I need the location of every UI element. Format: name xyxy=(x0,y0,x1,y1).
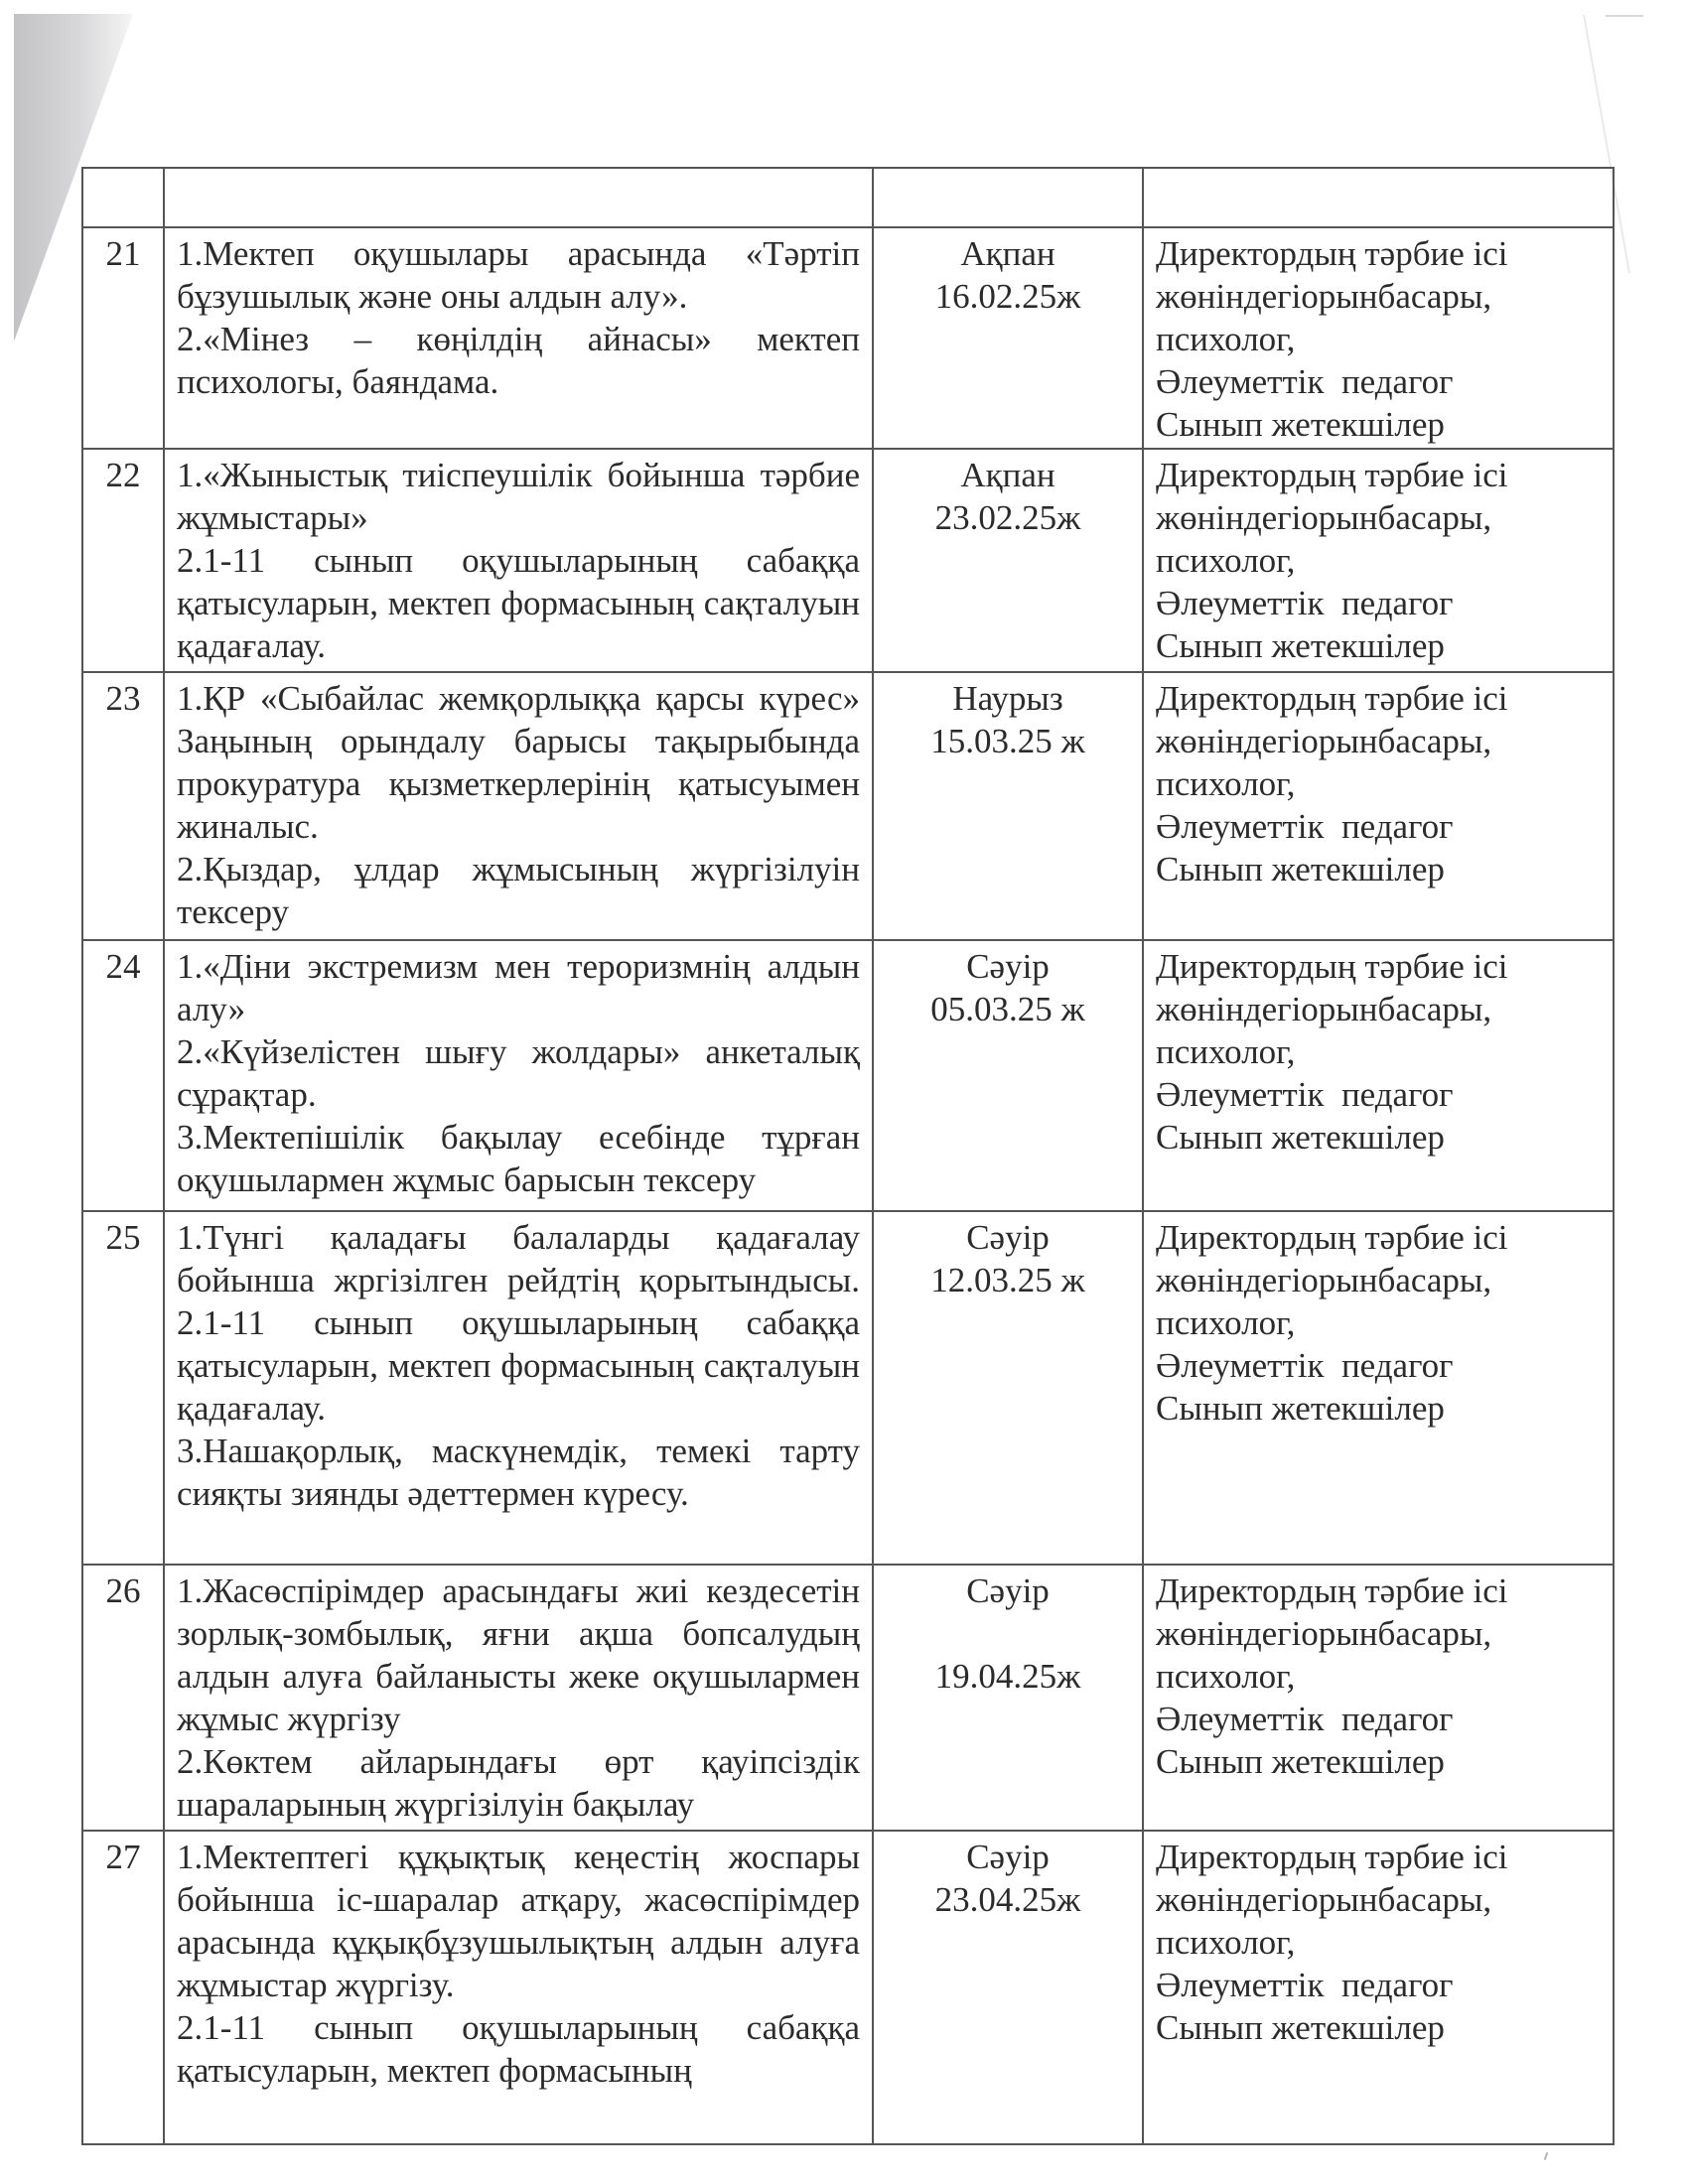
event-item: 1.«Жыныстық тиіспеушілік бойынша тәрбие жұмыстары» xyxy=(177,456,860,537)
month-label: Сәуір xyxy=(966,947,1050,986)
date-cell xyxy=(873,940,1143,1211)
date-label: 19.04.25ж xyxy=(934,1657,1081,1696)
responsible-line: Сынып жетекшілер xyxy=(1156,626,1445,665)
plan-table xyxy=(81,167,1615,2145)
responsible-line: Директордың тәрбие ісі xyxy=(1156,234,1508,273)
responsible-line: психолог, xyxy=(1156,320,1296,358)
responsible-line: Директордың тәрбие ісі xyxy=(1156,1838,1508,1876)
responsible-line: Әлеуметтік педагог xyxy=(1156,1346,1454,1385)
responsible-line: Әлеуметтік педагог xyxy=(1156,1075,1454,1114)
responsible-line: психолог, xyxy=(1156,541,1296,580)
event-item: 2.«Мінез – көңілдің айнасы» мектеп психологы, баяндама. xyxy=(177,320,860,401)
event-cell xyxy=(164,449,873,672)
date-label: 12.03.25 ж xyxy=(930,1261,1085,1299)
responsible-line: жөніндегіорынбасары, xyxy=(1156,722,1492,760)
responsible-cell xyxy=(1143,672,1614,940)
table-row xyxy=(82,449,1614,672)
event-item: 1.Түнгі қаладағы балаларды қадағалау бойынша жргізілген рейдтің қорытындысы. 2.1-11 сынып оқушыларының сабаққа қатысуларын, мектеп формасының сақталуын қадағалау. xyxy=(177,1218,860,1428)
row-number: 23 xyxy=(82,672,164,940)
responsible-line: Директордың тәрбие ісі xyxy=(1156,456,1508,494)
responsible-line: психолог, xyxy=(1156,1303,1296,1342)
event-cell xyxy=(164,1565,873,1831)
table-row xyxy=(82,672,1614,940)
row-number: 21 xyxy=(82,227,164,449)
responsible-line: Директордың тәрбие ісі xyxy=(1156,1571,1508,1610)
responsible-cell xyxy=(1143,449,1614,672)
event-cell xyxy=(164,940,873,1211)
responsible-line: психолог, xyxy=(1156,1032,1296,1071)
responsible-line: Директордың тәрбие ісі xyxy=(1156,1218,1508,1257)
responsible-line: психолог, xyxy=(1156,1657,1296,1696)
row-number: 26 xyxy=(82,1565,164,1831)
month-label: Ақпан xyxy=(960,234,1055,273)
event-item: 2.«Күйзелістен шығу жолдары» анкеталық сұрақтар. xyxy=(177,1032,860,1114)
event-item: 2.1-11 сынып оқушыларының сабаққа қатысуларын, мектеп формасының сақталуын қадағалау. xyxy=(177,541,860,665)
table-row xyxy=(82,1831,1614,2144)
event-cell xyxy=(164,1211,873,1565)
responsible-line: психолог, xyxy=(1156,764,1296,803)
header-cell-responsible xyxy=(1143,168,1614,227)
table-row xyxy=(82,940,1614,1211)
responsible-line: Әлеуметтік педагог xyxy=(1156,362,1454,401)
table-row xyxy=(82,1565,1614,1831)
month-label: Сәуір xyxy=(966,1838,1050,1876)
event-item: 2.Көктем айларындағы өрт қауіпсіздік шараларының жүргізілуін бақылау xyxy=(177,1742,860,1824)
header-cell-date xyxy=(873,168,1143,227)
responsible-line: Әлеуметтік педагог xyxy=(1156,1966,1454,2004)
table-row xyxy=(82,227,1614,449)
event-item: 1.Жасөспірімдер арасындағы жиі кездесетін зорлық-зомбылық, яғни ақша бопсалудың алдын алуға байланысты жеке оқушылармен жұмыс жүргізу xyxy=(177,1571,860,1738)
date-cell xyxy=(873,672,1143,940)
responsible-line: жөніндегіорынбасары, xyxy=(1156,1614,1492,1653)
month-label: Наурыз xyxy=(952,679,1063,718)
month-label: Сәуір xyxy=(966,1571,1050,1610)
responsible-line: Сынып жетекшілер xyxy=(1156,1742,1445,1781)
event-cell xyxy=(164,227,873,449)
responsible-cell xyxy=(1143,1565,1614,1831)
date-cell xyxy=(873,449,1143,672)
date-gap xyxy=(886,1612,1130,1655)
date-label: 23.04.25ж xyxy=(934,1880,1081,1919)
responsible-cell xyxy=(1143,1211,1614,1565)
event-item: 1.Мектеп оқушылары арасында «Тәртіп бұзушылық және оны алдын алу». xyxy=(177,234,860,316)
responsible-line: жөніндегіорынбасары, xyxy=(1156,498,1492,537)
month-label: Ақпан xyxy=(960,456,1055,494)
header-cell-num xyxy=(82,168,164,227)
event-item: 1.Мектептегі құқықтық кеңестің жоспары бойынша іс-шаралар атқару, жасөспірімдер арасында құқықбұзушылықтың алдын алуға жұмыстар жүргізу. xyxy=(177,1838,860,2004)
responsible-cell xyxy=(1143,1831,1614,2144)
responsible-line: Сынып жетекшілер xyxy=(1156,2008,1445,2047)
event-cell xyxy=(164,1831,873,2144)
date-label: 23.02.25ж xyxy=(934,498,1081,537)
responsible-cell xyxy=(1143,940,1614,1211)
responsible-line: Директордың тәрбие ісі xyxy=(1156,947,1508,986)
responsible-line: Сынып жетекшілер xyxy=(1156,405,1445,444)
responsible-line: Әлеуметтік педагог xyxy=(1156,584,1454,622)
event-item: 2.1-11 сынып оқушыларының сабаққа қатысуларын, мектеп формасының xyxy=(177,2008,860,2090)
date-label: 05.03.25 ж xyxy=(930,990,1085,1028)
table-header-row xyxy=(82,168,1614,227)
row-number: 24 xyxy=(82,940,164,1211)
event-item: 2.Қыздар, ұлдар жұмысының жүргізілуін тексеру xyxy=(177,850,860,931)
responsible-line: Сынып жетекшілер xyxy=(1156,1118,1445,1157)
date-label: 16.02.25ж xyxy=(934,277,1081,316)
responsible-line: Директордың тәрбие ісі xyxy=(1156,679,1508,718)
responsible-line: Әлеуметтік педагог xyxy=(1156,807,1454,846)
responsible-line: жөніндегіорынбасары, xyxy=(1156,990,1492,1028)
row-number: 22 xyxy=(82,449,164,672)
scan-speck xyxy=(1544,2152,1549,2160)
table-row xyxy=(82,1211,1614,1565)
responsible-line: жөніндегіорынбасары, xyxy=(1156,1880,1492,1919)
responsible-line: жөніндегіорынбасары, xyxy=(1156,277,1492,316)
date-cell xyxy=(873,1211,1143,1565)
event-item: 3.Нашақорлық, маскүнемдік, темекі тарту сияқты зиянды әдеттермен күресу. xyxy=(177,1432,860,1513)
date-cell xyxy=(873,227,1143,449)
event-item: 1.«Діни экстремизм мен тероризмнің алдын алу» xyxy=(177,947,860,1028)
responsible-line: жөніндегіорынбасары, xyxy=(1156,1261,1492,1299)
responsible-cell xyxy=(1143,227,1614,449)
responsible-line: Сынып жетекшілер xyxy=(1156,1389,1445,1428)
date-label: 15.03.25 ж xyxy=(930,722,1085,760)
date-cell xyxy=(873,1565,1143,1831)
responsible-line: психолог, xyxy=(1156,1923,1296,1962)
event-cell xyxy=(164,672,873,940)
event-item: 1.ҚР «Сыбайлас жемқорлыққа қарсы күрес» Заңының орындалу барысы тақырыбында прокуратура қызметкерлерінің қатысуымен жиналыс. xyxy=(177,679,860,846)
row-number: 25 xyxy=(82,1211,164,1565)
responsible-line: Сынып жетекшілер xyxy=(1156,850,1445,888)
date-cell xyxy=(873,1831,1143,2144)
header-cell-event xyxy=(164,168,873,227)
month-label: Сәуір xyxy=(966,1218,1050,1257)
event-item: 3.Мектепішілік бақылау есебінде тұрған оқушылармен жұмыс барысын тексеру xyxy=(177,1118,860,1199)
row-number: 27 xyxy=(82,1831,164,2144)
responsible-line: Әлеуметтік педагог xyxy=(1156,1700,1454,1738)
